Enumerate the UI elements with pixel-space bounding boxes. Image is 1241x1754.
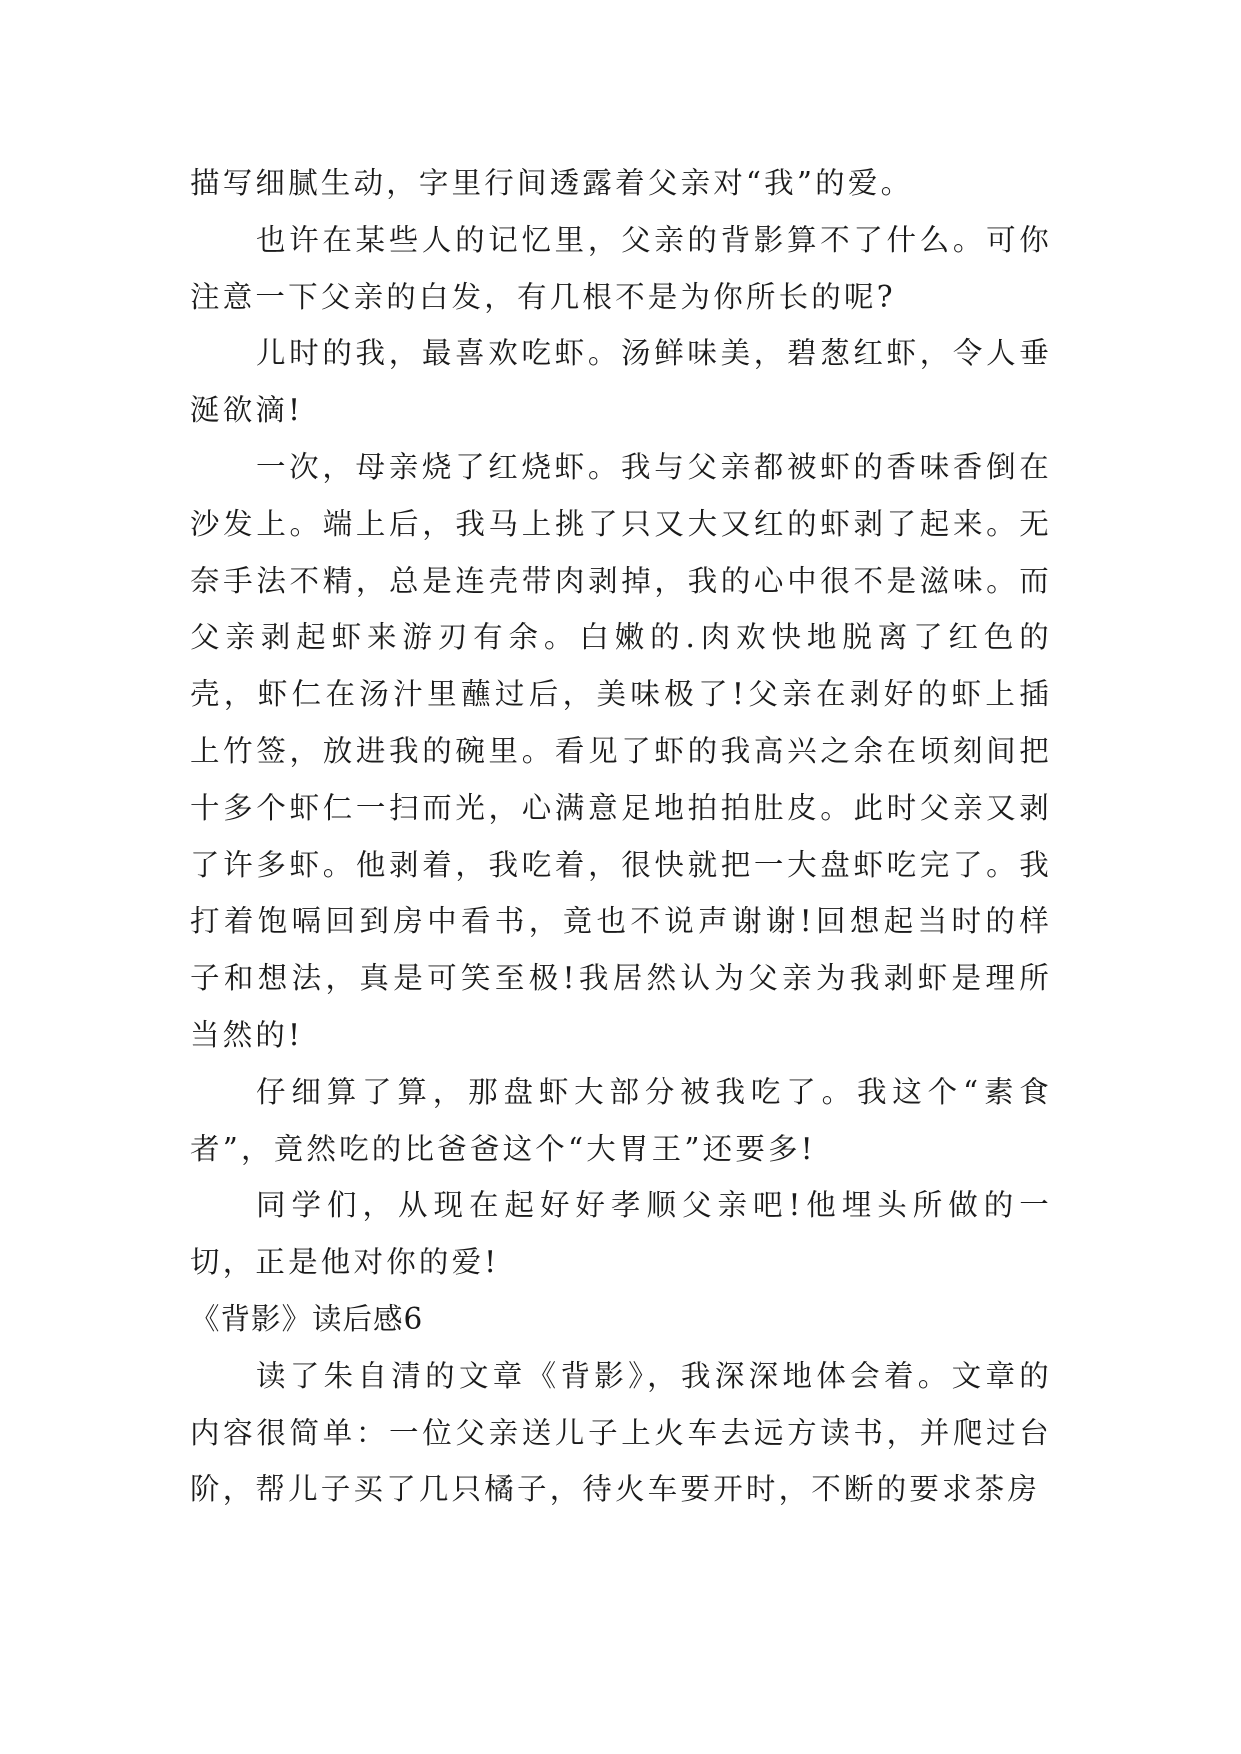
- paragraph: 也许在某些人的记忆里，父亲的背影算不了什么。可你注意一下父亲的白发，有几根不是为你所长的呢?: [190, 222, 1052, 314]
- paragraph: 一次，母亲烧了红烧虾。我与父亲都被虾的香味香倒在沙发上。端上后，我马上挑了只又大又红的虾剥了起来。无奈手法不精，总是连壳带肉剥掉，我的心中很不是滋味。而父亲剥起虾来游刃有余。白嫩的.肉欢快地脱离了红色的壳，虾仁在汤汁里蘸过后，美味极了!父亲在剥好的虾上插上竹签，放进我的碗里。看见了虾的我高兴之余在顷刻间把十多个虾仁一扫而光，心满意足地拍拍肚皮。此时父亲又剥了许多虾。他剥着，我吃着，很快就把一大盘虾吃完了。我打着饱嗝回到房中看书，竟也不说声谢谢!回想起当时的样子和想法，真是可笑至极!我居然认为父亲为我剥虾是理所当然的!: [190, 449, 1052, 1052]
- paragraph: 儿时的我，最喜欢吃虾。汤鲜味美，碧葱红虾，令人垂涎欲滴!: [190, 336, 1052, 428]
- paragraph: 仔细算了算，那盘虾大部分被我吃了。我这个“素食者”，竟然吃的比爸爸这个“大胃王”还要多!: [190, 1074, 1052, 1166]
- document-body: [190, 155, 1052, 1518]
- paragraph: 描写细腻生动，字里行间透露着父亲对“我”的爱。: [190, 166, 914, 200]
- paragraph: 读了朱自清的文章《背影》，我深深地体会着。文章的内容很简单：一位父亲送儿子上火车去远方读书，并爬过台阶，帮儿子买了几只橘子，待火车要开时，不断的要求茶房: [190, 1358, 1052, 1507]
- paragraph: 同学们，从现在起好好孝顺父亲吧!他埋头所做的一切，正是他对你的爱!: [190, 1188, 1052, 1280]
- section-heading: 《背影》读后感6: [190, 1301, 424, 1336]
